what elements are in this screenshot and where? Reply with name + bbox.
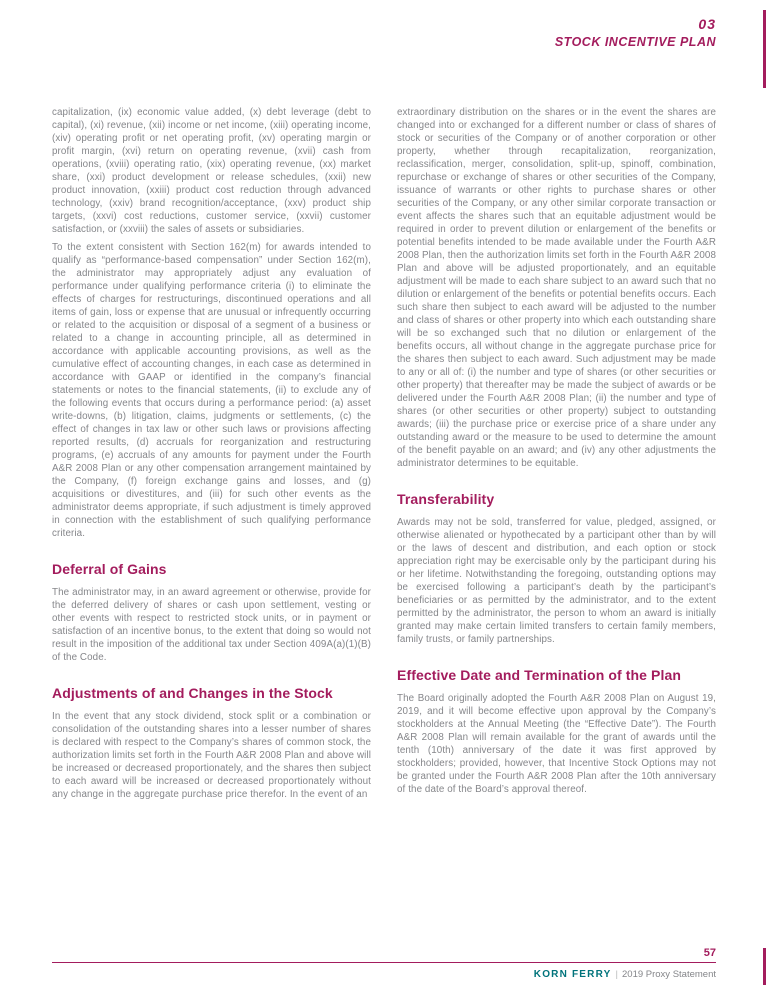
footer-brand-line [534,969,716,980]
page-number: 57 [703,947,716,959]
bottom-right-accent-bar [763,948,766,985]
heading-adjustments-changes-stock: Adjustments of and Changes in the Stock [52,685,333,701]
paragraph-section-162m: To the extent consistent with Section 162(m) for awards intended to qualify as “performance-based compensation” under Section 162(m), the administrator may appropriately adjust any evaluation of performance under qualifying performance criteria (i) to eliminate the effects of charges for restructurings, discontinued operations and all items of gain, loss or expense that are unusual or infrequently occurring or related to the acquisition or disposal of a segment of a business or related to a change in accounting principle, all as determined in accordance with applicable accounting provisions, as well as the cumulative effect of accounting changes, in each case as determined in accordance with GAAP or identified in the company’s financial statements or notes to the financial statements, (ii) to exclude any of the following events that occurs during a performance period: (a) asset write-downs, (b) litigation, claims, judgments or settlements, (c) the effect of changes in tax law or other such laws or provisions affecting reported results, (d) accruals for reorganization and restructuring programs, (e) accruals of any amounts for payment under the Fourth A&R 2008 Plan or any other compensation arrangement maintained by the Company, (f) foreign exchange gains and losses, and (g) acquisitions or divestitures, and (iii) for such other events as the administrator deems appropriate, if such adjustment is timely approved in connection with the establishment of such qualifying performance criteria. [52,242,371,539]
paragraph-adjustments-continued: extraordinary distribution on the shares or in the event the shares are changed into or exchanged for a different number or class of shares of stock or securities of the Company or of another corporation or other property, whether through recapitalization, reorganization, reclassification, merger, consolidation, split-up, spinoff, combination, repurchase or exchange of shares or other securities of the Company, issuance of warrants or other rights to purchase shares or other securities of the Company, or any other similar corporate transaction or event affects the shares such that an equitable adjustment would be required in order to prevent dilution or enlargement of the benefits or potential benefits intended to be made available under the Fourth A&R 2008 Plan, then the authorization limits set forth in the Fourth A&R 2008 Plan and above will be adjusted proportionately, and an equitable adjustment will be made to each share subject to an award such that no dilution or enlargement of the benefits or potential benefits occurs. Each such share then subject to each award will be adjusted to the number and class of shares or other property into which each outstanding share will be so exchanged such that no dilution or enlargement of the benefits occurs, all without change in the aggregate purchase price for the shares then subject to each award. Such adjustment may be made to any or all of: (i) the number and type of shares (or other securities or other property) that thereafter may be made the subject of awards or be delivered under the Fourth A&R 2008 Plan; (ii) the number and type of shares (or other securities or other property) subject to outstanding awards; (iii) the purchase price or exercise price of a share under any outstanding award or the measure to be used to determine the amount of the benefit payable on an award; and (iv) any other adjustments the administrator determines to be equitable. [397,107,716,469]
right-column [397,106,716,806]
chapter-title: STOCK INCENTIVE PLAN [554,35,716,49]
paragraph-effective-date-termination: The Board originally adopted the Fourth A&R 2008 Plan on August 19, 2019, and it will become effective upon approval by the Company’s stockholders at the Annual Meeting (the “Effective Date”). The Fourth A&R 2008 Plan will remain available for the grant of awards until the tenth (10th) anniversary of the date it was first approved by stockholders; provided, however, that Incentive Stock Options may not be granted under the Fourth A&R 2008 Plan after the 10th anniversary of the date of the Board’s approval thereof. [397,693,716,795]
page-header [52,16,716,49]
heading-deferral-of-gains: Deferral of Gains [52,561,167,577]
paragraph-transferability: Awards may not be sold, transferred for value, pledged, assigned, or otherwise alienated or hypothecated by a participant other than by will or the laws of descent and distribution, and each option or stock appreciation right may be exercisable only by the participant during his or her lifetime. Notwithstanding the foregoing, outstanding options may be exercised following a participant’s death by the participant’s beneficiaries or as permitted by the administrator, and to the extent permitted by the administrator, the person to whom an award is initially granted may make certain limited transfers to certain family members, family trusts, or family partnerships. [397,517,716,645]
page-footer [0,940,768,1000]
paragraph-deferral-of-gains: The administrator may, in an award agreement or otherwise, provide for the deferred delivery of shares or cash upon settlement, vesting or other events with respect to restricted stock units, or in payment or satisfaction of an incentive bonus, to the extent that doing so would not result in the imposition of the additional tax under Section 409A(a)(1)(B) of the Code. [52,587,371,663]
footer-separator: | [615,969,618,980]
document-content [52,106,716,806]
left-column [52,106,371,806]
chapter-number: 03 [698,16,716,32]
brand-name: KORN FERRY [533,969,612,980]
heading-transferability: Transferability [397,491,495,507]
heading-effective-date-termination: Effective Date and Termination of the Plan [397,667,681,683]
top-right-accent-bar [763,10,766,88]
paragraph-adjustments-changes-stock: In the event that any stock dividend, stock split or a combination or consolidation of the outstanding shares into a lesser number of shares is declared with respect to the Company’s shares of common stock, the authorization limits set forth in the Fourth A&R 2008 Plan and above will be increased or decreased proportionately, and the shares then subject to each award will be increased or decreased proportionately without any change in the aggregate purchase price therefor. In the event of an [52,711,371,800]
paragraph-performance-measures: capitalization, (ix) economic value added, (x) debt leverage (debt to capital), (xi) revenue, (xii) income or net income, (xiii) operating income, (xiv) operating profit or net operating profit, (xv) operating margin or profit margin, (xvi) return on operating revenue, (xvii) cash from operations, (xviii) operating ratio, (xix) operating revenue, (xx) market share, (xxi) product development or release schedules, (xxii) new product innovation, (xxiii) product cost reduction through advanced technology, (xxiv) brand recognition/acceptance, (xxv) product ship targets, (xxvi) cost reductions, customer service, (xxvii) customer satisfaction, or (xxviii) the sales of assets or subsidiaries. [52,107,371,235]
footer-rule [52,962,716,963]
footer-subtitle: 2019 Proxy Statement [622,969,716,980]
